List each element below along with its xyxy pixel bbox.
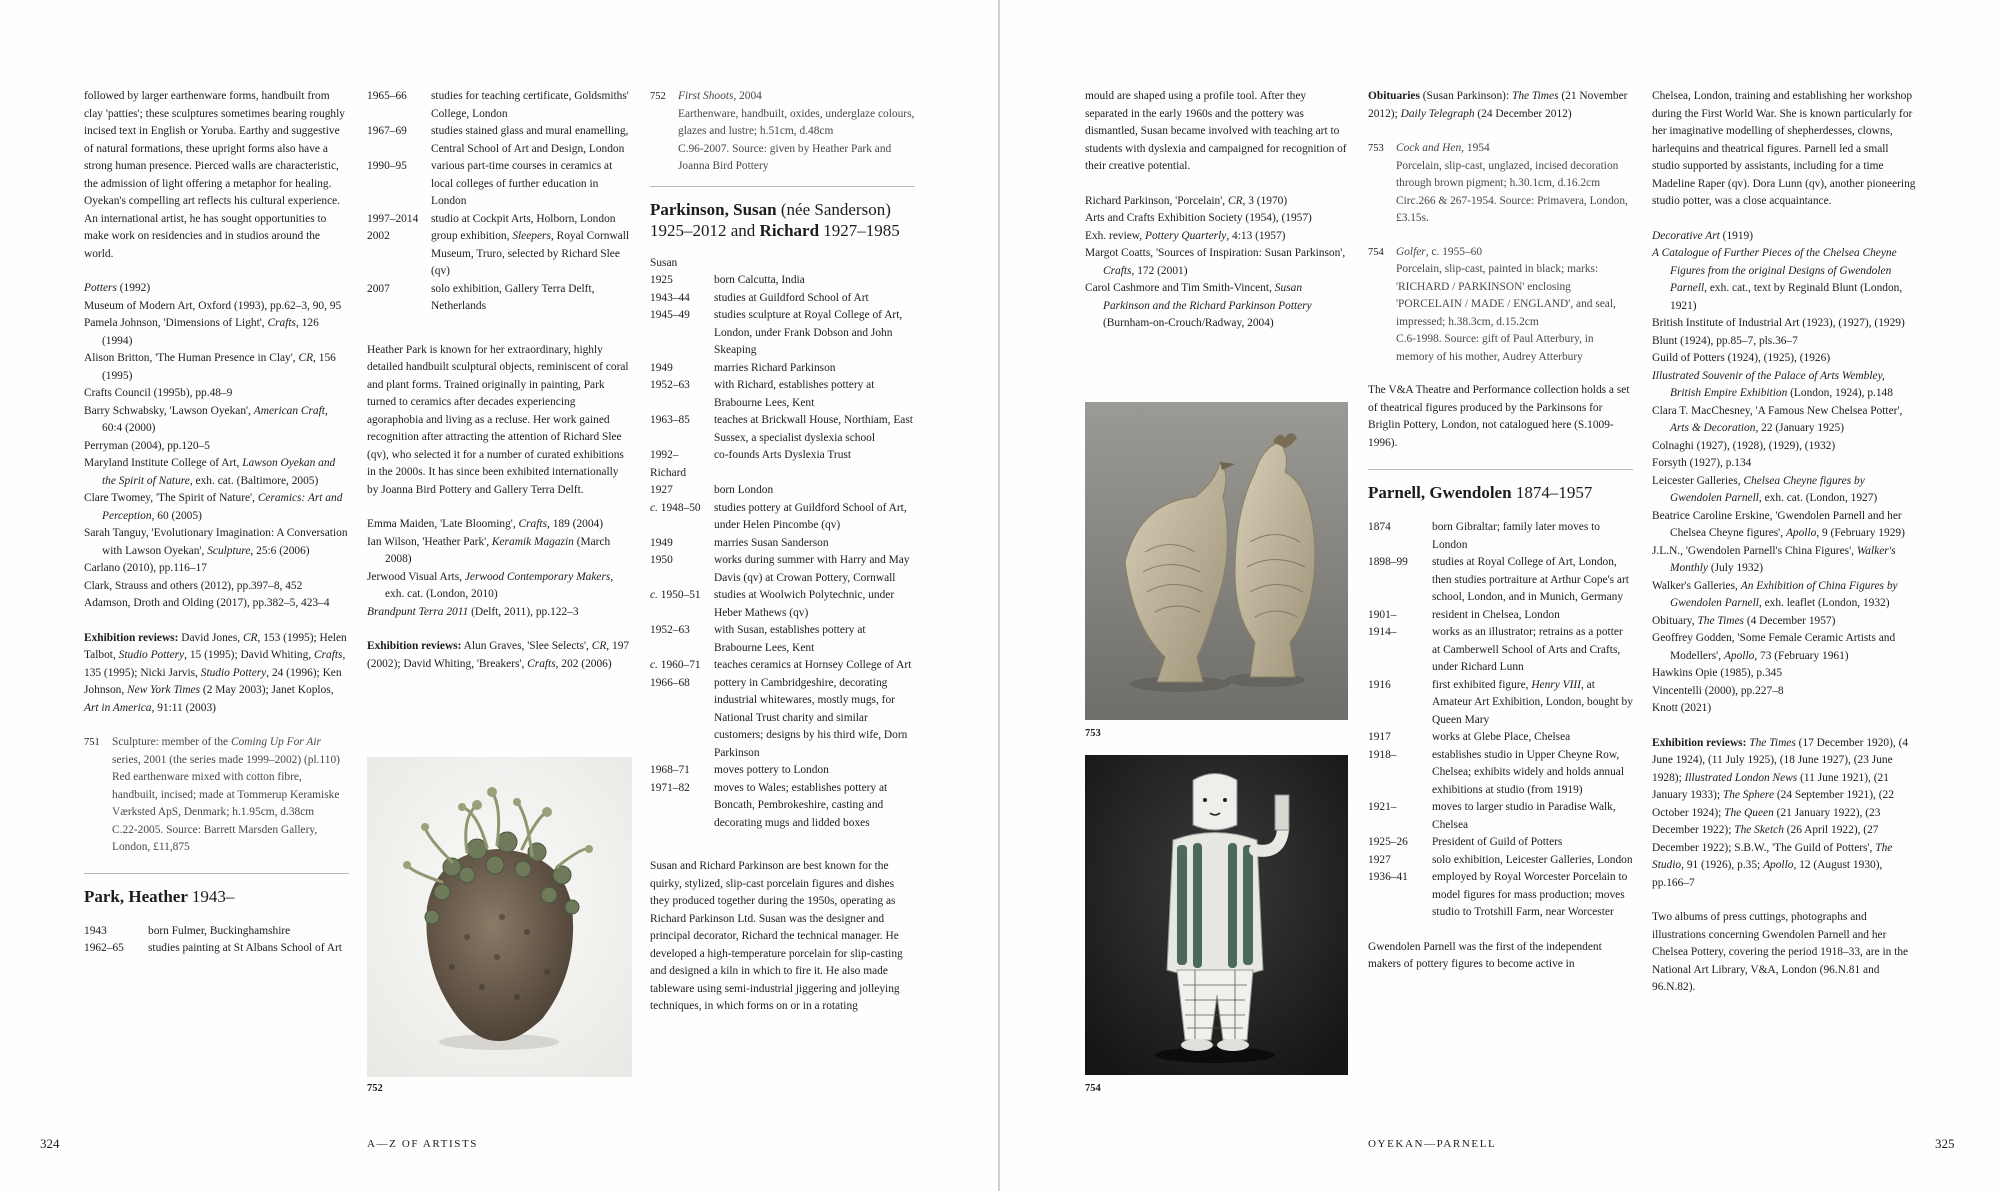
timeline-row — [650, 290, 915, 308]
timeline-event: various part-time courses in ceramics at local colleges of further education in London — [431, 160, 613, 207]
left-column-3: 752 First Shoots, 2004 Earthenware, handbuilt, oxides, underglaze colours, glazes and lustre; h.51cm, d.48cm C.96-2007. Source: given by Heather Park and Joanna Bird Pottery Parkinson, Susan (née Sanderson) 1925–2012 and Richard 1927–1985 Susan 1925 born Calcutta, India 1943–44 studies at Guildford School of Art 1945–49 studies sculpture at Royal College of Art, London, under Frank Dobson and John Skeaping 1949 marries Richard Parkinson 1952–63 with Richard, establishes pottery at Brabourne Lees, Kent 1963–85 teaches at Brickwall House, Northiam, East Sussex, a specialist dyslexia school 1992– co-founds Arts Dyslexia Trust Richard 1927 born London c. 1948–50 studies pottery at Guildford School of Art, under Helen Pincombe (qv) 1949 marries Susan Sanderson 1950 works during summer with Harry and May Davis (qv) at Crowan Pottery, Cornwall c. 1950–51 studies at Woolwich Polytechnic, under Heber Mathews (qv) 1952–63 with Susan, establishes pottery at Brabourne Lees, Kent c. 1960–71 teaches ceramics at Hornsey College of Art 1966–68 pottery in Cambridgeshire, decorating industrial whitewares, mostly mugs, for National Trust charity and similar customers; designs by his third wife, Dorn Parkinson 1968–71 moves pottery to London 1971–82 moves to Wales; establishes pottery at Boncath, Pembrokeshire, casting and decorating mugs and lidded boxes Susan and Richard Parkinson are best known for the quirky, stylized, slip-cast porcelain figures and dishes they produced together during the 1950s, operating as Richard Parkinson Ltd. Susan was the designer and principal decorator, Richard the technical manager. He developed a high-temperature porcelain for slip-casting and designed a kiln in which to fire it. He also made tableware using semi-industrial jiggering and jolleying techniques, in which forms on or in a rotating — [650, 88, 915, 1033]
parnell-timeline — [1368, 519, 1633, 922]
reference-entry: Blunt (1924), pp.85–7, pls.36–7 — [1652, 334, 1798, 347]
reference-entry: Illustrated Souvenir of the Palace of Arts Wembley, British Empire Exhibition (London, 1924), p.148 — [1652, 369, 1893, 399]
timeline-year: 1918– — [1368, 748, 1397, 761]
timeline-row — [650, 657, 915, 675]
timeline-row — [650, 272, 915, 290]
timeline-event: teaches at Brickwall House, Northiam, East Sussex, a specialist dyslexia school — [714, 414, 913, 444]
catalogue-entry-752: 752 First Shoots, 2004 Earthenware, handbuilt, oxides, underglaze colours, glazes and lustre; h.51cm, d.48cm C.96-2007. Source: given by Heather Park and Joanna Bird Pottery — [650, 90, 915, 172]
reference-entry: Margot Coatts, 'Sources of Inspiration: Susan Parkinson', Crafts, 172 (2001) — [1085, 247, 1346, 277]
reference-entry: Geoffrey Godden, 'Some Female Ceramic Artists and Modellers', Apollo, 73 (February 1961) — [1652, 632, 1896, 662]
photo-caption-753: 753 — [1085, 728, 1101, 739]
oyekan-exhibition-reviews: Exhibition reviews: David Jones, CR, 153 (1995); Helen Talbot, Studio Pottery, 15 (1995); David Whiting, Crafts, 135 (1995); Nicki Jarvis, Studio Pottery, 24 (1996); Ken Johnson, New York Times (2 May 2003); Janet Koplos, Art in America, 91:11 (2003) — [84, 631, 347, 714]
reference-entry: Museum of Modern Art, Oxford (1993), pp.62–3, 90, 95 — [84, 299, 342, 312]
timeline-row — [650, 762, 915, 780]
timeline-row — [1368, 799, 1633, 834]
timeline-year: 1927 — [1368, 853, 1391, 866]
timeline-event: works as an illustrator; retrains as a potter at Camberwell School of Arts and Crafts, under Richard Lunn — [1432, 626, 1623, 673]
timeline-event: born London — [714, 484, 774, 496]
timeline-row — [367, 281, 632, 316]
timeline-row — [367, 211, 632, 229]
reference-entry: Beatrice Caroline Erskine, 'Gwendolen Parnell and her Chelsea Cheyne figures', Apollo, 9 (February 1929) — [1652, 509, 1905, 539]
timeline-year: c. 1950–51 — [650, 589, 701, 601]
timeline-year: 1990–95 — [367, 160, 407, 172]
reference-entry: Pamela Johnson, 'Dimensions of Light', Crafts, 126 (1994) — [84, 317, 319, 347]
timeline-row — [84, 923, 349, 941]
reference-entry: Guild of Potters (1924), (1925), (1926) — [1652, 352, 1831, 364]
reference-entry: Jerwood Visual Arts, Jerwood Contemporary Makers, exh. cat. (London, 2010) — [367, 570, 614, 600]
golfer-figure-image — [1085, 755, 1348, 1075]
timeline-row — [650, 535, 915, 553]
timeline-year: 1965–66 — [367, 90, 407, 102]
timeline-event: moves to Wales; establishes pottery at Boncath, Pembrokeshire, casting and decorating mugs and lidded boxes — [714, 781, 888, 829]
timeline-row — [650, 412, 915, 447]
timeline-year: 1992– — [650, 449, 679, 461]
catalogue-entry-754: 754 Golfer, c. 1955–60 Porcelain, slip-cast, painted in black; marks: 'RICHARD / PARKINSON' enclosing 'PORCELAIN / MADE / ENGLAND', and seal, impressed; h.38.3cm, d.15.2cm C.6-1998. Source: gift of Paul Atterbury, in memory of his mother, Audrey Atterbury — [1368, 245, 1616, 363]
timeline-year: 1936–41 — [1368, 871, 1408, 883]
timeline-event: first exhibited figure, Henry VIII, at Amateur Art Exhibition, London, bought by Queen Mary — [1432, 678, 1633, 726]
timeline-year: 1963–85 — [650, 414, 690, 426]
timeline-year: c. 1948–50 — [650, 501, 701, 514]
timeline-event: teaches ceramics at Hornsey College of Art — [714, 659, 912, 671]
timeline-year: 1925 — [650, 274, 673, 286]
oyekan-bio-continued: followed by larger earthenware forms, handbuilt from clay 'patties'; these sculptures sometimes bearing roughly incised text in English or Yoruba. Earthy and suggestive of natural formations, these upright forms also have a strong human presence. Pierced walls are characteristic, the admission of light offering a metaphor for healing. Oyekan's compelling art reflects his cultural experience. An international artist, he has sought opportunities to make work on residencies and in studios around the world. — [84, 90, 345, 260]
parnell-bio: Gwendolen Parnell was the first of the independent makers of pottery figures to become active in — [1368, 940, 1602, 970]
parnell-references — [1652, 228, 1917, 718]
timeline-row — [650, 482, 915, 500]
timeline-row — [650, 622, 915, 657]
timeline-year: 1943–44 — [650, 291, 690, 304]
timeline-row — [1368, 852, 1633, 870]
section-rule — [1368, 469, 1633, 470]
timeline-year: 1898–99 — [1368, 556, 1408, 568]
timeline-year: 1945–49 — [650, 309, 690, 321]
timeline-row — [1368, 747, 1633, 800]
catalogue-title: Sculpture: member of the Coming Up For Air series, 2001 (the series made 1999–2002) (pl.110) — [112, 736, 340, 766]
timeline-event: studies at Guildford School of Art — [714, 291, 869, 304]
timeline-event: with Richard, establishes pottery at Brabourne Lees, Kent — [714, 379, 875, 409]
timeline-year: 1874 — [1368, 521, 1391, 533]
photo-caption-754: 754 — [1085, 1083, 1101, 1094]
timeline-event: born Gibraltar; family later moves to London — [1432, 521, 1600, 551]
timeline-event: moves to larger studio in Paradise Walk, Chelsea — [1432, 801, 1616, 831]
timeline-event: works at Glebe Place, Chelsea — [1432, 731, 1571, 743]
timeline-event: co-founds Arts Dyslexia Trust — [714, 449, 852, 461]
timeline-year: c. 1960–71 — [650, 659, 701, 671]
timeline-row — [650, 307, 915, 360]
reference-entry: Colnaghi (1927), (1928), (1929), (1932) — [1652, 439, 1836, 452]
reference-entry: A Catalogue of Further Pieces of the Chelsea Cheyne Figures from the original Designs of Gwendolen Parnell, exh. cat., text by Reginald Blunt (London, 1921) — [1652, 247, 1903, 312]
left-column-1 — [84, 88, 349, 975]
reference-entry: Hawkins Opie (1985), p.345 — [1652, 667, 1783, 679]
page-number-left: 324 — [40, 1136, 60, 1151]
timeline-year: 1966–68 — [650, 676, 690, 689]
timeline-row — [1368, 869, 1633, 922]
reference-entry: Sarah Tanguy, 'Evolutionary Imagination: A Conversation with Lawson Oyekan', Sculpture, 25:6 (2006) — [84, 527, 348, 557]
timeline-year: 1917 — [1368, 731, 1391, 743]
park-references — [367, 516, 632, 621]
timeline-row — [84, 940, 349, 958]
timeline-row — [1368, 834, 1633, 852]
timeline-row — [1368, 554, 1633, 607]
parkinson-bio: Susan and Richard Parkinson are best known for the quirky, stylized, slip-cast porcelain figures and dishes they produced together during the 1950s, operating as Richard Parkinson Ltd. Susan was the designer and principal decorator, Richard the technical manager. He developed a high-temperature porcelain for slip-casting and designed a kiln in which to fire it. He also made tableware using semi-industrial jiggering and jolleying techniques, in which forms on or in a rotating — [650, 860, 903, 1012]
timeline-year: 2007 — [367, 282, 390, 295]
timeline-year: 1921– — [1368, 801, 1397, 813]
reference-entry: Decorative Art (1919) — [1652, 229, 1754, 242]
richard-timeline — [650, 482, 915, 832]
catalogue-number: 751 — [84, 737, 100, 748]
reference-entry: Richard Parkinson, 'Porcelain', CR, 3 (1970) — [1085, 194, 1288, 207]
timeline-year: 1949 — [650, 361, 673, 374]
timeline-row — [367, 123, 632, 158]
timeline-event: studies sculpture at Royal College of Art, London, under Frank Dobson and John Skeaping — [714, 309, 903, 356]
parnell-bio-continued: Chelsea, London, training and establishing her workshop during the First World War. She is known particularly for her imaginative modelling of shepherdesses, clowns, harlequins and theatrical figures. Parnell led a small studio supported by assistants, including for a time Madeline Raper (qv). Dora Lunn (qv), another pioneering studio potter, was a close acquaintance. — [1652, 90, 1916, 207]
reference-entry: Carol Cashmore and Tim Smith-Vincent, Susan Parkinson and the Richard Parkinson Pottery (Burnham-on-Crouch/Radway, 2004) — [1085, 282, 1312, 329]
parkinson-bio-continued: mould are shaped using a profile tool. After they separated in the early 1960s and the pottery was dismantled, Susan became involved with teaching art to students with dyslexia and campaigned for recognition of their creative potential. — [1085, 90, 1347, 172]
reference-entry: Adamson, Droth and Olding (2017), pp.382–5, 423–4 — [84, 597, 330, 609]
timeline-row — [1368, 729, 1633, 747]
reference-entry: Crafts Council (1995b), pp.48–9 — [84, 387, 233, 399]
reference-entry: Arts and Crafts Exhibition Society (1954), (1957) — [1085, 212, 1312, 224]
reference-entry: Obituary, The Times (4 December 1957) — [1652, 614, 1836, 627]
timeline-event: employed by Royal Worcester Porcelain to model figures for mass production; moves studio to Trotshill Farm, near Worcester — [1432, 871, 1628, 918]
timeline-event: studies at Royal College of Art, London, then studies portraiture at Arthur Cope's art school, London, and in Munich, Germany — [1432, 556, 1629, 603]
reference-entry: Clara T. MacChesney, 'A Famous New Chelsea Potter', Arts & Decoration, 22 (January 1925) — [1652, 404, 1903, 434]
timeline-row — [1368, 624, 1633, 677]
section-rule — [84, 873, 349, 874]
parnell-exhibition-reviews: Exhibition reviews: The Times (17 December 1920), (4 June 1924), (11 July 1925), (18 June 1927), (23 June 1928); Illustrated London News (11 June 1921), (21 January 1933); The Sphere (24 September 1921), (22 October 1924); The Queen (21 January 1922), (23 December 1922); The Sketch (26 April 1922), (27 December 1922); S.B.W., 'The Guild of Potters', The Studio, 91 (1926), p.35; Apollo, 12 (August 1930), pp.166–7 — [1652, 736, 1909, 889]
timeline-year: 1925–26 — [1368, 836, 1408, 848]
timeline-row — [650, 360, 915, 378]
reference-entry: British Institute of Industrial Art (1923), (1927), (1929) — [1652, 317, 1905, 329]
timeline-year: 1968–71 — [650, 764, 690, 776]
reference-entry: Carlano (2010), pp.116–17 — [84, 562, 207, 574]
timeline-event: solo exhibition, Leicester Galleries, London — [1432, 853, 1633, 866]
timeline-event: studies at Woolwich Polytechnic, under Heber Mathews (qv) — [714, 589, 895, 619]
timeline-row — [367, 88, 632, 123]
cock-and-hen-image — [1085, 402, 1348, 720]
section-heading-parkinson: Parkinson, Susan (née Sanderson) — [650, 199, 891, 219]
timeline-row — [650, 780, 915, 833]
timeline-year: 2002 — [367, 230, 390, 242]
reference-entry: Ian Wilson, 'Heather Park', Keramik Magazin (March 2008) — [367, 535, 611, 565]
timeline-year: 1949 — [650, 536, 673, 549]
timeline-event: works during summer with Harry and May Davis (qv) at Crowan Pottery, Cornwall — [714, 554, 910, 584]
reference-entry: Forsyth (1927), p.134 — [1652, 457, 1752, 469]
page-number-right: 325 — [1935, 1136, 1955, 1151]
timeline-year: 1901– — [1368, 608, 1397, 621]
timeline-event: group exhibition, Sleepers, Royal Cornwall Museum, Truro, selected by Richard Slee (qv) — [431, 230, 630, 277]
timeline-event: studio at Cockpit Arts, Holborn, London — [431, 212, 616, 225]
timeline-year: 1927 — [650, 484, 673, 496]
reference-entry: J.L.N., 'Gwendolen Parnell's China Figures', Walker's Monthly (July 1932) — [1652, 544, 1896, 574]
timeline-year: 1967–69 — [367, 125, 407, 137]
running-head-left: A—Z OF ARTISTS — [367, 1138, 478, 1150]
timeline-event: born Fulmer, Buckinghamshire — [148, 924, 291, 937]
coral-sculpture-image — [367, 757, 632, 1077]
timeline-row — [650, 552, 915, 587]
timeline-row — [1368, 677, 1633, 730]
timeline-year: 1962–65 — [84, 942, 124, 954]
timeline-event: marries Susan Sanderson — [714, 536, 829, 549]
susan-label: Susan — [650, 256, 678, 269]
timeline-year: 1943 — [84, 924, 107, 937]
timeline-event: born Calcutta, India — [714, 274, 805, 286]
catalogue-entry-753: 753 Cock and Hen, 1954 Porcelain, slip-cast, unglazed, incised decoration through brown pigment; h.30.1cm, d.16.2cm Circ.266 & 267-1954. Source: Primavera, London, £3.15s. — [1368, 142, 1628, 224]
timeline-event: studies painting at St Albans School of Art — [148, 942, 342, 954]
section-heading-park: Park, Heather 1943– — [84, 886, 235, 906]
timeline-row — [1368, 607, 1633, 625]
section-rule — [650, 186, 915, 187]
timeline-row — [367, 228, 632, 281]
reference-entry: Leicester Galleries, Chelsea Cheyne figures by Gwendolen Parnell, exh. cat. (London, 1927) — [1652, 474, 1878, 504]
timeline-event: establishes studio in Upper Cheyne Row, Chelsea; exhibits widely and holds annual exhibitions at studio (from 1919) — [1432, 748, 1625, 796]
timeline-event: studies pottery at Guildford School of Art, under Helen Pincombe (qv) — [714, 501, 907, 531]
right-column-2 — [1368, 88, 1633, 991]
press-albums-note: Two albums of press cuttings, photographs and illustrations concerning Gwendolen Parnell and her Chelsea Pottery, covering the period 1918–33, are in the National Art Library, V&A, London (96.N.81 and 96.N.82). — [1652, 911, 1909, 993]
catalogue-entry-751 — [84, 734, 349, 857]
timeline-row — [1368, 519, 1633, 554]
left-column-2 — [367, 88, 632, 690]
right-page — [1000, 0, 2000, 1191]
parkinson-references — [1085, 193, 1350, 333]
reference-entry: Exh. review, Pottery Quarterly, 4:13 (1957) — [1085, 229, 1286, 242]
reference-entry: Walker's Galleries, An Exhibition of China Figures by Gwendolen Parnell, exh. leaflet (London, 1932) — [1652, 579, 1898, 609]
park-timeline — [84, 923, 349, 958]
timeline-event: moves pottery to London — [714, 764, 829, 776]
timeline-year: 1950 — [650, 554, 673, 566]
theatre-collection-note: The V&A Theatre and Performance collection holds a set of theatrical figures produced by the Parkinsons for Briglin Pottery, London, not catalogued here (S.1009-1996). — [1368, 384, 1630, 449]
reference-entry: Potters (1992) — [84, 282, 151, 294]
section-heading-parnell: Parnell, Gwendolen 1874–1957 — [1368, 483, 1593, 502]
timeline-year: 1916 — [1368, 678, 1391, 691]
timeline-event: studies for teaching certificate, Goldsmiths' College, London — [431, 90, 629, 120]
photo-golfer — [1085, 755, 1348, 1075]
photo-cock-and-hen — [1085, 402, 1348, 720]
timeline-event: marries Richard Parkinson — [714, 361, 836, 374]
timeline-row — [650, 377, 915, 412]
oyekan-references — [84, 280, 349, 613]
richard-label: Richard — [650, 466, 687, 479]
susan-timeline — [650, 272, 915, 465]
reference-entry: Barry Schwabsky, 'Lawson Oyekan', American Craft, 60:4 (2000) — [84, 404, 328, 434]
reference-entry: Vincentelli (2000), pp.227–8 — [1652, 684, 1784, 697]
timeline-row — [650, 500, 915, 535]
reference-entry: Emma Maiden, 'Late Blooming', Crafts, 189 (2004) — [367, 518, 604, 530]
reference-entry: Clark, Strauss and others (2012), pp.397–8, 452 — [84, 579, 303, 592]
timeline-row — [367, 158, 632, 211]
timeline-year: 1952–63 — [650, 624, 690, 636]
running-head-right: OYEKAN—PARNELL — [1368, 1138, 1497, 1150]
timeline-year: 1971–82 — [650, 781, 690, 794]
parkinson-obituaries: Obituaries (Susan Parkinson): The Times (21 November 2012); Daily Telegraph (24 December 2012) — [1368, 90, 1628, 120]
reference-entry: Perryman (2004), pp.120–5 — [84, 439, 210, 452]
timeline-row — [650, 675, 915, 763]
reference-entry: Alison Britton, 'The Human Presence in Clay', CR, 156 (1995) — [84, 352, 336, 382]
timeline-event: studies stained glass and mural enamelling, Central School of Art and Design, London — [431, 125, 629, 155]
park-timeline-continued — [367, 88, 632, 316]
right-column-1 — [1085, 88, 1350, 350]
photo-first-shoots — [367, 757, 632, 1077]
timeline-event: pottery in Cambridgeshire, decorating industrial whitewares, mostly mugs, for National Trust charity and similar customers; designs by his third wife, Dorn Parkinson — [714, 676, 908, 759]
catalogue-source: C.22-2005. Source: Barrett Marsden Gallery, London, £11,875 — [112, 823, 318, 853]
reference-entry: Clare Twomey, 'The Spirit of Nature', Ceramics: Art and Perception, 60 (2005) — [84, 492, 343, 522]
timeline-event: President of Guild of Potters — [1432, 836, 1563, 848]
timeline-event: with Susan, establishes pottery at Brabourne Lees, Kent — [714, 624, 866, 654]
timeline-event: solo exhibition, Gallery Terra Delft, Netherlands — [431, 282, 595, 312]
timeline-year: 1914– — [1368, 626, 1397, 638]
timeline-row — [650, 447, 915, 465]
right-column-3 — [1652, 88, 1917, 1014]
reference-entry: Brandpunt Terra 2011 (Delft, 2011), pp.122–3 — [367, 605, 579, 618]
timeline-row — [650, 587, 915, 622]
park-bio: Heather Park is known for her extraordinary, highly detailed handbuilt sculptural objects, reminiscent of coral and plant forms. Trained originally in painting, Park turned to ceramics after decades experiencing agoraphobia and living as a recluse. Her work gained recognition after attracting the attention of Richard Slee (qv), who selected it for a number of curated exhibitions in the 2000s. It has since been exhibited internationally by Joanna Bird Pottery and Gallery Terra Delft. — [367, 343, 629, 496]
photo-caption-752: 752 — [367, 1083, 383, 1094]
timeline-year: 1952–63 — [650, 379, 690, 391]
reference-entry: Maryland Institute College of Art, Lawson Oyekan and the Spirit of Nature, exh. cat. (Baltimore, 2005) — [84, 457, 336, 487]
catalogue-details: Red earthenware mixed with cotton fibre, handbuilt, incised; made at Tommerup Keramiske Værksted ApS, Denmark; h.1.95cm, d.38cm — [112, 771, 340, 818]
timeline-event: resident in Chelsea, London — [1432, 608, 1560, 621]
timeline-year: 1997–2014 — [367, 212, 419, 225]
reference-entry: Knott (2021) — [1652, 702, 1712, 714]
park-exhibition-reviews: Exhibition reviews: Alun Graves, 'Slee Selects', CR, 197 (2002); David Whiting, 'Breakers', Crafts, 202 (2006) — [367, 640, 630, 670]
